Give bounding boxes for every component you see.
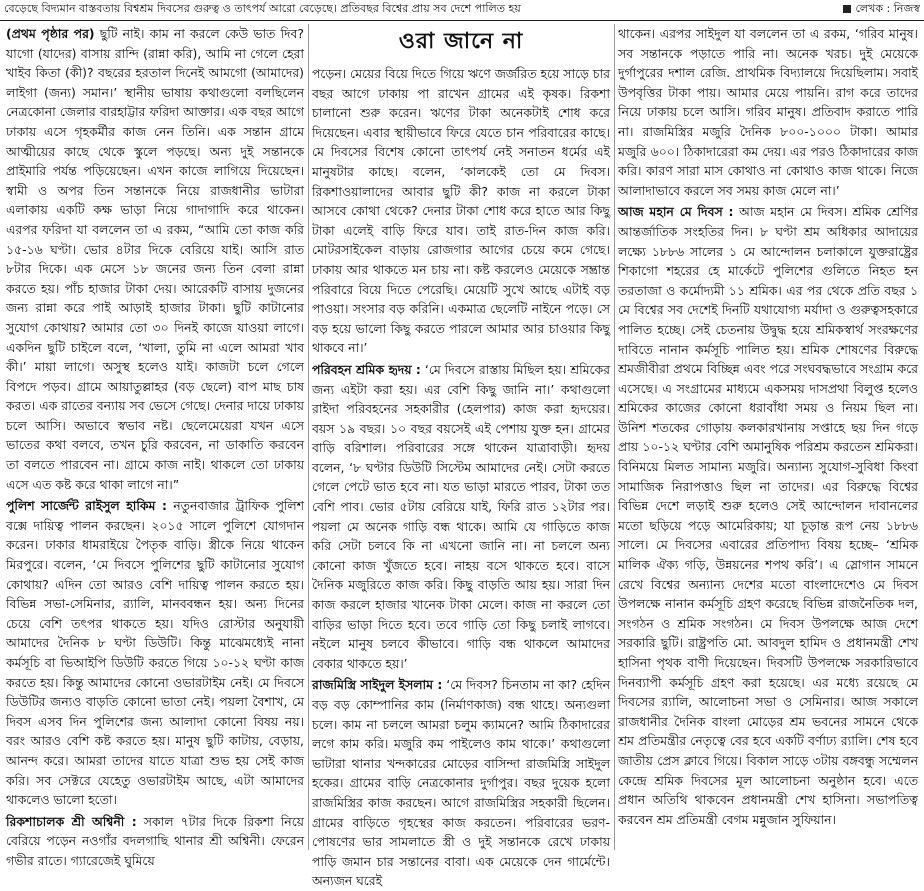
- article-headline: ওরা জানে না: [398, 29, 524, 54]
- article-column-1: [6, 24, 304, 868]
- article-column-3: [618, 24, 918, 850]
- paragraph-text: সকাল ৭টার দিকে রিকশা নিয়ে বেরিয়ে পড়েন নওগাঁর বদলগাছি থানার শ্রী অশ্বিনী। ফেরেন গভীর রাতে। গ্যারেজেই ঘুমিয়ে: [6, 813, 304, 868]
- paragraph-text: ছুটি নাই। কাম না করলে কেউ ভাত দিব? যাগো (যাদের) বাসায় রান্দি (রান্না করি), আমি না গেলে হেরা খাইব কিতা (কী)? বছরের হরতাল দিনেই আমগো (আমাদের) লাইগা (জন্য) সমান।’ স্থানীয় ভাষায় কথাগুলো বলছিলেন নেত্রকোনা জেলার বারহাট্টার ফরিদা আক্তার। এক বছর আগে ঢাকায় এসে গৃহকর্মীর কাজ নেন তিনি। এক সন্তান গ্রামে আত্মীয়ের কাছে থেকে স্কুলে পড়ছে। অন্য দুই সন্তানকে প্রাইমারি পর্যন্ত পড়িয়েছেন। এখন কাজে লাগিয়ে দিয়েছেন। স্বামী ও অপর তিন সন্তানকে নিয়ে রাজধানীর ভাটারা এলাকায় একটি কক্ষ ভাড়া নিয়ে গাদাগাদি করে থাকেন। এরপর ফরিদা যা বললেন তা এ রকম, “আমি তো কাজ করি ১৫-১৬ ঘণ্টা। ভোর ৪টার দিকে বেরিয়ে যাই। আসি রাত ৮টার দিকে। এক মেসে ১৮ জনের জন্য তিন বেলা রান্না করতে হয়। পাঁচ হাজার টাকা দেয়। আরেকটি বাসায় দুজনের জন্য রান্না করে পাই আড়াই হাজার টাকা। ছুটি কাটানোর সুযোগ কোথায়? আমার তো ৩০ দিনই কাজে যাওয়া লাগে। একদিন ছুটি চাইলে বলে, ‘খালা, তুমি না এলে আমরা খাব কী।’ মায়া লাগে। অসুস্থ হলেও যাই। কাজটা চলে গেলে বিপদে পড়ব। গ্রামে আয়াতুল্লাহর (বড় ছেলে) বাপ মাছ চাষ করত। এক রাতের বন্যায় সব ভেসে গেছে। দেনার দায়ে ঢাকায় চলে আসি। অভাবে স্বভাব নষ্ট। ছেলেমেয়েরা যখন এসে ভাতের কথা বলবে, তখন চুরি করবেন, না ডাকাতি করবেন তা বলতে পারবেন না। গ্রামে কাজ নাই। থাকলে তো ঢাকায় এসে এত কষ্ট করে থাকা লাগে না।”: [6, 26, 304, 492]
- article-paragraph: [312, 360, 610, 674]
- paragraph-text: আজ মহান মে দিবস। শ্রমিক শ্রেণির আন্তর্জাতিক সংহতির দিন। ৮ ঘণ্টা শ্রম অধিকার আদায়ের লক্ষ্যে ১৮৮৬ সালের ১ মে আন্দোলন চলাকালে যুক্তরাষ্ট্রের শিকাগো শহরের হে মার্কেটে পুলিশের গুলিতে নিহত হন তরতাজা ও কর্মোদ্যমী ১১ শ্রমিক। এর পর থেকে প্রতি বছর ১ মে বিশ্বের সব দেশেই দিনটি যথাযোগ্য মর্যাদা ও গুরুত্বসহকারে পালিত হচ্ছে। সেই চেতনায় উদ্বুদ্ধ হয়ে শ্রমিকস্বার্থ সংরক্ষণের দাবিতে নানান কর্মসূচি পালিত হয়। শ্রমিক শোষণের বিরুদ্ধে শ্রমজীবীরা প্রথমে বিচ্ছিন্ন এবং পরে সংঘবদ্ধভাবে সংগ্রাম করে এসেছে। এ সংগ্রামের মাধ্যমে একসময় দাসপ্রথা বিলুপ্ত হলেও শ্রমিকের কাজের কোনো ধরাবাঁধা সময় ও নিয়ম ছিল না। উনিশ শতকের গোড়ায় কলকারখানায় সপ্তাহে ছয় দিন গড়ে প্রায় ১০-১২ ঘণ্টার বেশি অমানুষিক পরিশ্রম করতেন শ্রমিকরা। বিনিময়ে মিলত সামান্য মজুরি। অন্যান্য সুযোগ-সুবিধা কিংবা সামাজিক নিরাপত্তাও ছিল না তাদের। এর বিরুদ্ধে বিশ্বের বিভিন্ন দেশে লড়াই শুরু হলেও সেই আন্দোলন দাবানলের মতো ছড়িয়ে পড়ে আমেরিকায়; যা চূড়ান্ত রূপ নেয় ১৮৮৬ সালে। মে দিবসের এবারের প্রতিপাদ্য বিষয় হচ্ছে– ‘শ্রমিক মালিক ঐক্য গড়ি, উন্নয়নের শপথ করি’। এ স্লোগান সামনে রেখে বিশ্বের অন্যান্য দেশের মতো বাংলাদেশেও মে দিবস উপলক্ষে নানান কর্মসূচি গ্রহণ করেছে বিভিন্ন রাজনৈতিক দল, সংগঠন ও শ্রমিক সংগঠন। মে দিবস উপলক্ষে আজ দেশে সরকারি ছুটি। রাষ্ট্রপতি মো. আবদুল হামিদ ও প্রধানমন্ত্রী শেখ হাসিনা পৃথক বাণী দিয়েছেন। দিবসটি উপলক্ষে সরকারিভাবে দিনব্যাপী কর্মসূচি গ্রহণ করা হয়েছে। এর মধ্যে রয়েছে মে দিবসের র‍্যালি, আলোচনা সভা ও সেমিনার। আজ সকালে রাজধানীর দৈনিক বাংলা মোড়ের শ্রম ভবনের সামনে থেকে শ্রম প্রতিমন্ত্রীর নেতৃত্বে বের হবে একটি বর্ণাঢ্য র‍্যালি। শেষ হবে জাতীয় প্রেস ক্লাবে গিয়ে। বিকাল সাড়ে ৩টায় বঙ্গবন্ধু সম্মেলন কেন্দ্রে শ্রমিক দিবসের মূল আলোচনা অনুষ্ঠান হবে। এতে প্রধান অতিথি থাকবেন প্রধানমন্ত্রী শেখ হাসিনা। সভাপতিত্ব করবেন শ্রম প্রতিমন্ত্রী বেগম মন্নুজান সুফিয়ান।: [618, 204, 918, 827]
- paragraph-lead: (প্রথম পৃষ্ঠার পর): [6, 26, 95, 41]
- top-strip: [0, 0, 924, 21]
- top-strip-text: বেড়েছে বিদ্যমান বাস্তবতায় বিশ্বশ্রম দিবসের গুরুত্ব ও তাৎপর্য আরো বেড়েছে। প্রতিবছর বিশ্বের প্রায় সব দেশে পালিত হয়: [4, 2, 521, 15]
- top-strip-right: [843, 0, 920, 18]
- paragraph-lead: রাজমিস্ত্রি সাইদুল ইসলাম :: [312, 677, 443, 693]
- column-divider-1: [308, 24, 309, 850]
- paragraph-lead: পুলিশ সার্জেন্ট রাইসুল হাকিম :: [6, 498, 168, 514]
- paragraph-text: পড়েন। মেয়ের বিয়ে দিতে গিয়ে ঋণে জর্জরিত হয়ে সাড়ে চার বছর আগে ঢাকায় পা রাখেন গ্রামের এই কৃষক। রিকশা চালানো শুরু করেন। ঋণের টাকা অনেকটাই শোধ করে দিয়েছেন। এবার স্থায়ীভাবে ফিরে যেতে চান পরিবারের কাছে। মে দিবসের বিশেষ কোনো তাৎপর্য নেই সনাতন ধর্মের এই মানুষটার কাছে। বলেন, ‘কালকেই তো মে দিবস। রিকশাওয়ালাদের আবার ছুটি কী? কাজ না করলে টাকা আসবে কোথা থেকে? দেনার টাকা শোধ করে হাতে আর কিছু টাকা এলেই বাড়ি ফিরে যাব। তাই রাত-দিন কাজ করি। মোটরসাইকেল বাড়ায় রোজগার আগের চেয়ে কমে গেছে। ঢাকায় আর থাকতে মন চায় না। কষ্ট করলেও মেয়েকে সম্ভ্রান্ত পরিবারে বিয়ে দিতে পেরেছি। মেয়েটি সুখে আছে এটাই বড় পাওয়া। সংসার বড় করিনি। একমাত্র ছেলেটি নাইনে পড়ে। সে বড় হয়ে ভালো কিছু করতে পারলে আমার আর চাওয়ার কিছু থাকবে না।’: [312, 66, 610, 356]
- article-paragraph: [312, 64, 610, 358]
- paragraph-lead: পরিবহন শ্রমিক হৃদয় :: [312, 361, 421, 377]
- article-paragraph: [6, 24, 304, 494]
- article-paragraph: [618, 202, 918, 829]
- paragraph-text: ‘মে দিবসে রাস্তায় মিছিল হয়। শ্রমিকের জন্য এইটা করা হয়। এর বেশি কিছু জানি না।’ কথাগুলো রাইদা পরিবহনের সহকারীর (হেলপার) কাজ করা হৃদয়ের। বয়স ১৯ বছর। ১০ বছর বয়সেই এই পেশায় যুক্ত হন। গ্রামের বাড়ি বরিশাল। পরিবারের সঙ্গে থাকেন যাত্রাবাড়ী। হৃদয় বলেন, ‘৮ ঘণ্টার ডিউটি সিস্টেম আমাদের নেই। সেটা করতে গেলে পেটে ভাত হবে না। যত ভাড়া মারতে পারব, টাকা তত বেশি পাব। ভোর ৫টায় বেরিয়ে যাই, ফিরি রাত ১২টার পর। পয়লা মে অনেক গাড়ি বন্ধ থাকে। আমি যে গাড়িতে কাজ করি সেটা চলবে কি না এখনো জানি না। না চললে অন্য কোনো কাজ খুঁজতে হবে। নাহয় বসে থাকতে হবে। বাসে দৈনিক মজুরিতে কাজ করি। কিছু বাড়তি আয় হয়। সারা দিন কাজ করলে হাজার খানেক টাকা মেলে। কাজ না করলে তো বাড়ির ভাড়া দিতে হবে। তবে গাড়ি তো কিছু চলাই লাগবে। নইলে মানুষ চলবে কীভাবে। গাড়ি বন্ধ থাকলে আমাদের বেকার থাকতে হয়।’: [312, 361, 610, 671]
- square-marker-icon: [843, 5, 851, 13]
- article-paragraph: [312, 675, 610, 891]
- paragraph-text: থাকেন। এরপর সাইদুল যা বললেন তা এ রকম, ‘গরিব মানুষ। সব সন্তানকে পড়াতে পারি না। অনেক খরচ। দুই মেয়েকে দুর্গাপুরের দশাল রেজি. প্রাথমিক বিদ্যালয়ে দিয়েছিলাম। সবাই উপবৃত্তির টাকা পায়। আমার মেয়ে পায়নি। রাগ করে তাদের নিয়ে ঢাকায় চলে আসি। গরিব মানুষ। প্রতিবাদ করাতে পারি না। রাজমিস্ত্রির মজুরি দৈনিক ৮০০-১০০০ টাকা। আমার মজুরি ৬০০। ঠিকাদারেরা কম দেয়। এর পরও ঠিকাদারের কাজ করি। কারণ সারা মাস কোথাও না কোথাও কাজ থাকে। নিজে আলাদাভাবে করলে সব সময় কাজ মেলে না।’: [618, 26, 918, 198]
- paragraph-lead: রিকশাচালক শ্রী অশ্বিনী :: [6, 813, 137, 829]
- article-column-2: [312, 24, 610, 889]
- column-divider-2: [614, 24, 615, 850]
- article-paragraph: [618, 24, 918, 200]
- paragraph-text: নতুনবাজার ট্রাফিক পুলিশ বক্সে দায়িত্ব পালন করছেন। ২০১৫ সালে পুলিশে যোগদান করেন। ঢাকার ধামরাইয়ে পৈতৃক বাড়ি। স্ত্রীকে নিয়ে থাকেন মিরপুরে। বলেন, ‘মে দিবসে পুলিশের ছুটি কাটানোর সুযোগ কোথায়? এদিন তো আরও বেশি দায়িত্ব পালন করতে হয়। বিভিন্ন সভা-সেমিনার, র‍্যালি, মানববন্ধন হয়। অন্য দিনের চেয়ে বেশি তৎপর থাকতে হয়। যদিও রোস্টার অনুযায়ী আমাদের দৈনিক ৮ ঘণ্টা ডিউটি। কিন্তু মাঝেমধ্যেই নানা কর্মসূচি বা ভিআইপি ডিউটি করতে গিয়ে ১০-১২ ঘণ্টা কাজ করতে হয়। কিন্তু আমাদের কোনো ওভারটাইম নেই। মে দিবসে ডিউটির জন্যও বাড়তি কোনো ভাতা নেই। পয়লা বৈশাখ, মে দিবস এসব দিন পুলিশের জন্য আলাদা কোনো বিষয় নয়। বরং আরও বেশি কষ্ট করতে হয়। মানুষ ছুটি কাটায়, বেড়ায়, আনন্দ করে। আমরা তাদের যাতে যাত্রা শুভ হয় সেই কাজ করি। সব সেক্টরে যেহেতু ওভারটাইম আছে, এটা আমাদের থাকলেও ভালো হতো।: [6, 498, 304, 808]
- paragraph-text: ‘মে দিবস? চিনতাম না কা? হেদিন বড় বড় কোম্পানির কাম (নির্মাণকাজ) বন্ধ থাহে। অন্যগুলা চলে। কাম না চললে আমরা চলুম ক্যামনে? আমি ঠিকাদারের লগে কাম করি। মজুরি কম পাইলেও কাম থাকে।’ কথাগুলো ভাটারা থানার খন্দকারের মোড়ের বাসিন্দা রাজমিস্ত্রি সাইদুল হকের। গ্রামের বাড়ি নেত্রকোনার দুর্গাপুর। বছর দুয়েক হলো রাজমিস্ত্রির কাজ করছেন। আগে রাজমিস্ত্রির সহকারী ছিলেন। গ্রামের বাড়িতে গৃহস্থের কাজ করতেন। পরিবারের ভরণ-পোষণের ভার সামলাতে স্ত্রী ও দুই সন্তানকে রেখে ঢাকায় পাড়ি জমান চার সন্তানের বাবা। এক মেয়েকে দেন গার্মেন্টে। অন্যজন ঘরেই: [312, 677, 610, 889]
- article-paragraph: [6, 812, 304, 871]
- article-paragraph: [6, 496, 304, 810]
- top-strip-right-label: লেখক : নিজস্ব: [855, 2, 920, 15]
- paragraph-lead: আজ মহান মে দিবস :: [618, 204, 734, 220]
